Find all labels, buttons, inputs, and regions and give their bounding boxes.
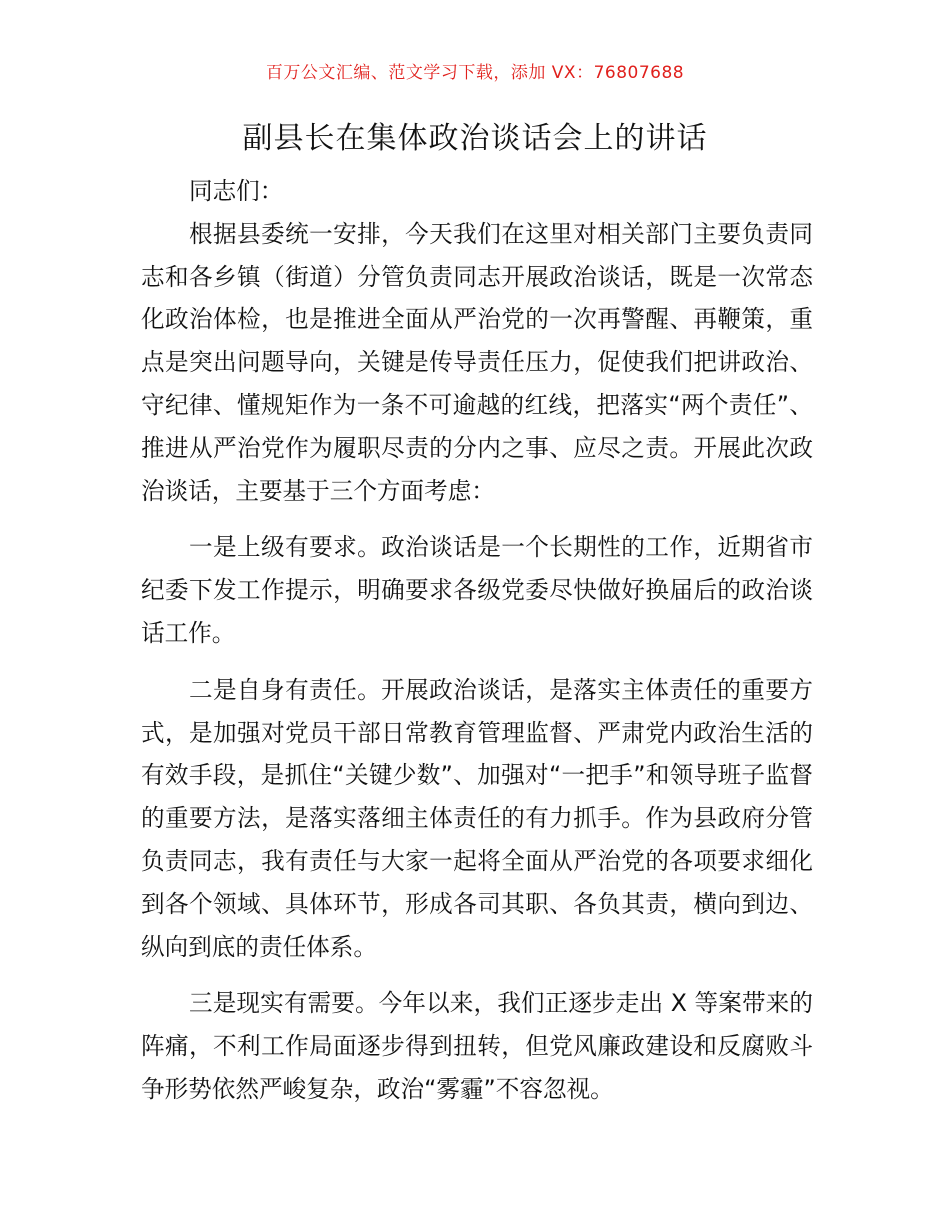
paragraph-point-two: 二是自身有责任。开展政治谈话，是落实主体责任的重要方式，是加强对党员干部日常教育管理监督、严肃党内政治生活的有效手段，是抓住“关键少数”、加强对“一把手”和领导班子监督的重要方法，是落实落细主体责任的有力抓手。作为县政府分管负责同志，我有责任与大家一起将全面从严治党的各项要求细化到各个领域、具体环节，形成各司其职、各负其责，横向到边、纵向到底的责任体系。 bbox=[141, 675, 813, 961]
salutation: 同志们： bbox=[189, 177, 284, 205]
paragraph-point-one: 一是上级有要求。政治谈话是一个长期性的工作，近期省市纪委下发工作提示，明确要求各级党委尽快做好换届后的政治谈话工作。 bbox=[141, 533, 813, 647]
document-body bbox=[141, 170, 813, 1125]
paragraph-point-three: 三是现实有需要。今年以来，我们正逐步走出 X 等案带来的阵痛，不利工作局面逐步得到扭转，但党风廉政建设和反腐败斗争形势依然严峻复杂，政治“雾霾”不容忽视。 bbox=[141, 989, 813, 1103]
document-title: 副县长在集体政治谈话会上的讲话 bbox=[242, 121, 708, 156]
header-watermark-note: 百万公文汇编、范文学习下载，添加 VX：76807688 bbox=[265, 63, 685, 83]
paragraph-intro: 根据县委统一安排，今天我们在这里对相关部门主要负责同志和各乡镇（街道）分管负责同志开展政治谈话，既是一次常态化政治体检，也是推进全面从严治党的一次再警醒、再鞭策，重点是突出问题导向，关键是传导责任压力，促使我们把讲政治、守纪律、懂规矩作为一条不可逾越的红线，把落实“两个责任”、推进从严治党作为履职尽责的分内之事、应尽之责。开展此次政治谈话，主要基于三个方面考虑： bbox=[141, 219, 813, 505]
